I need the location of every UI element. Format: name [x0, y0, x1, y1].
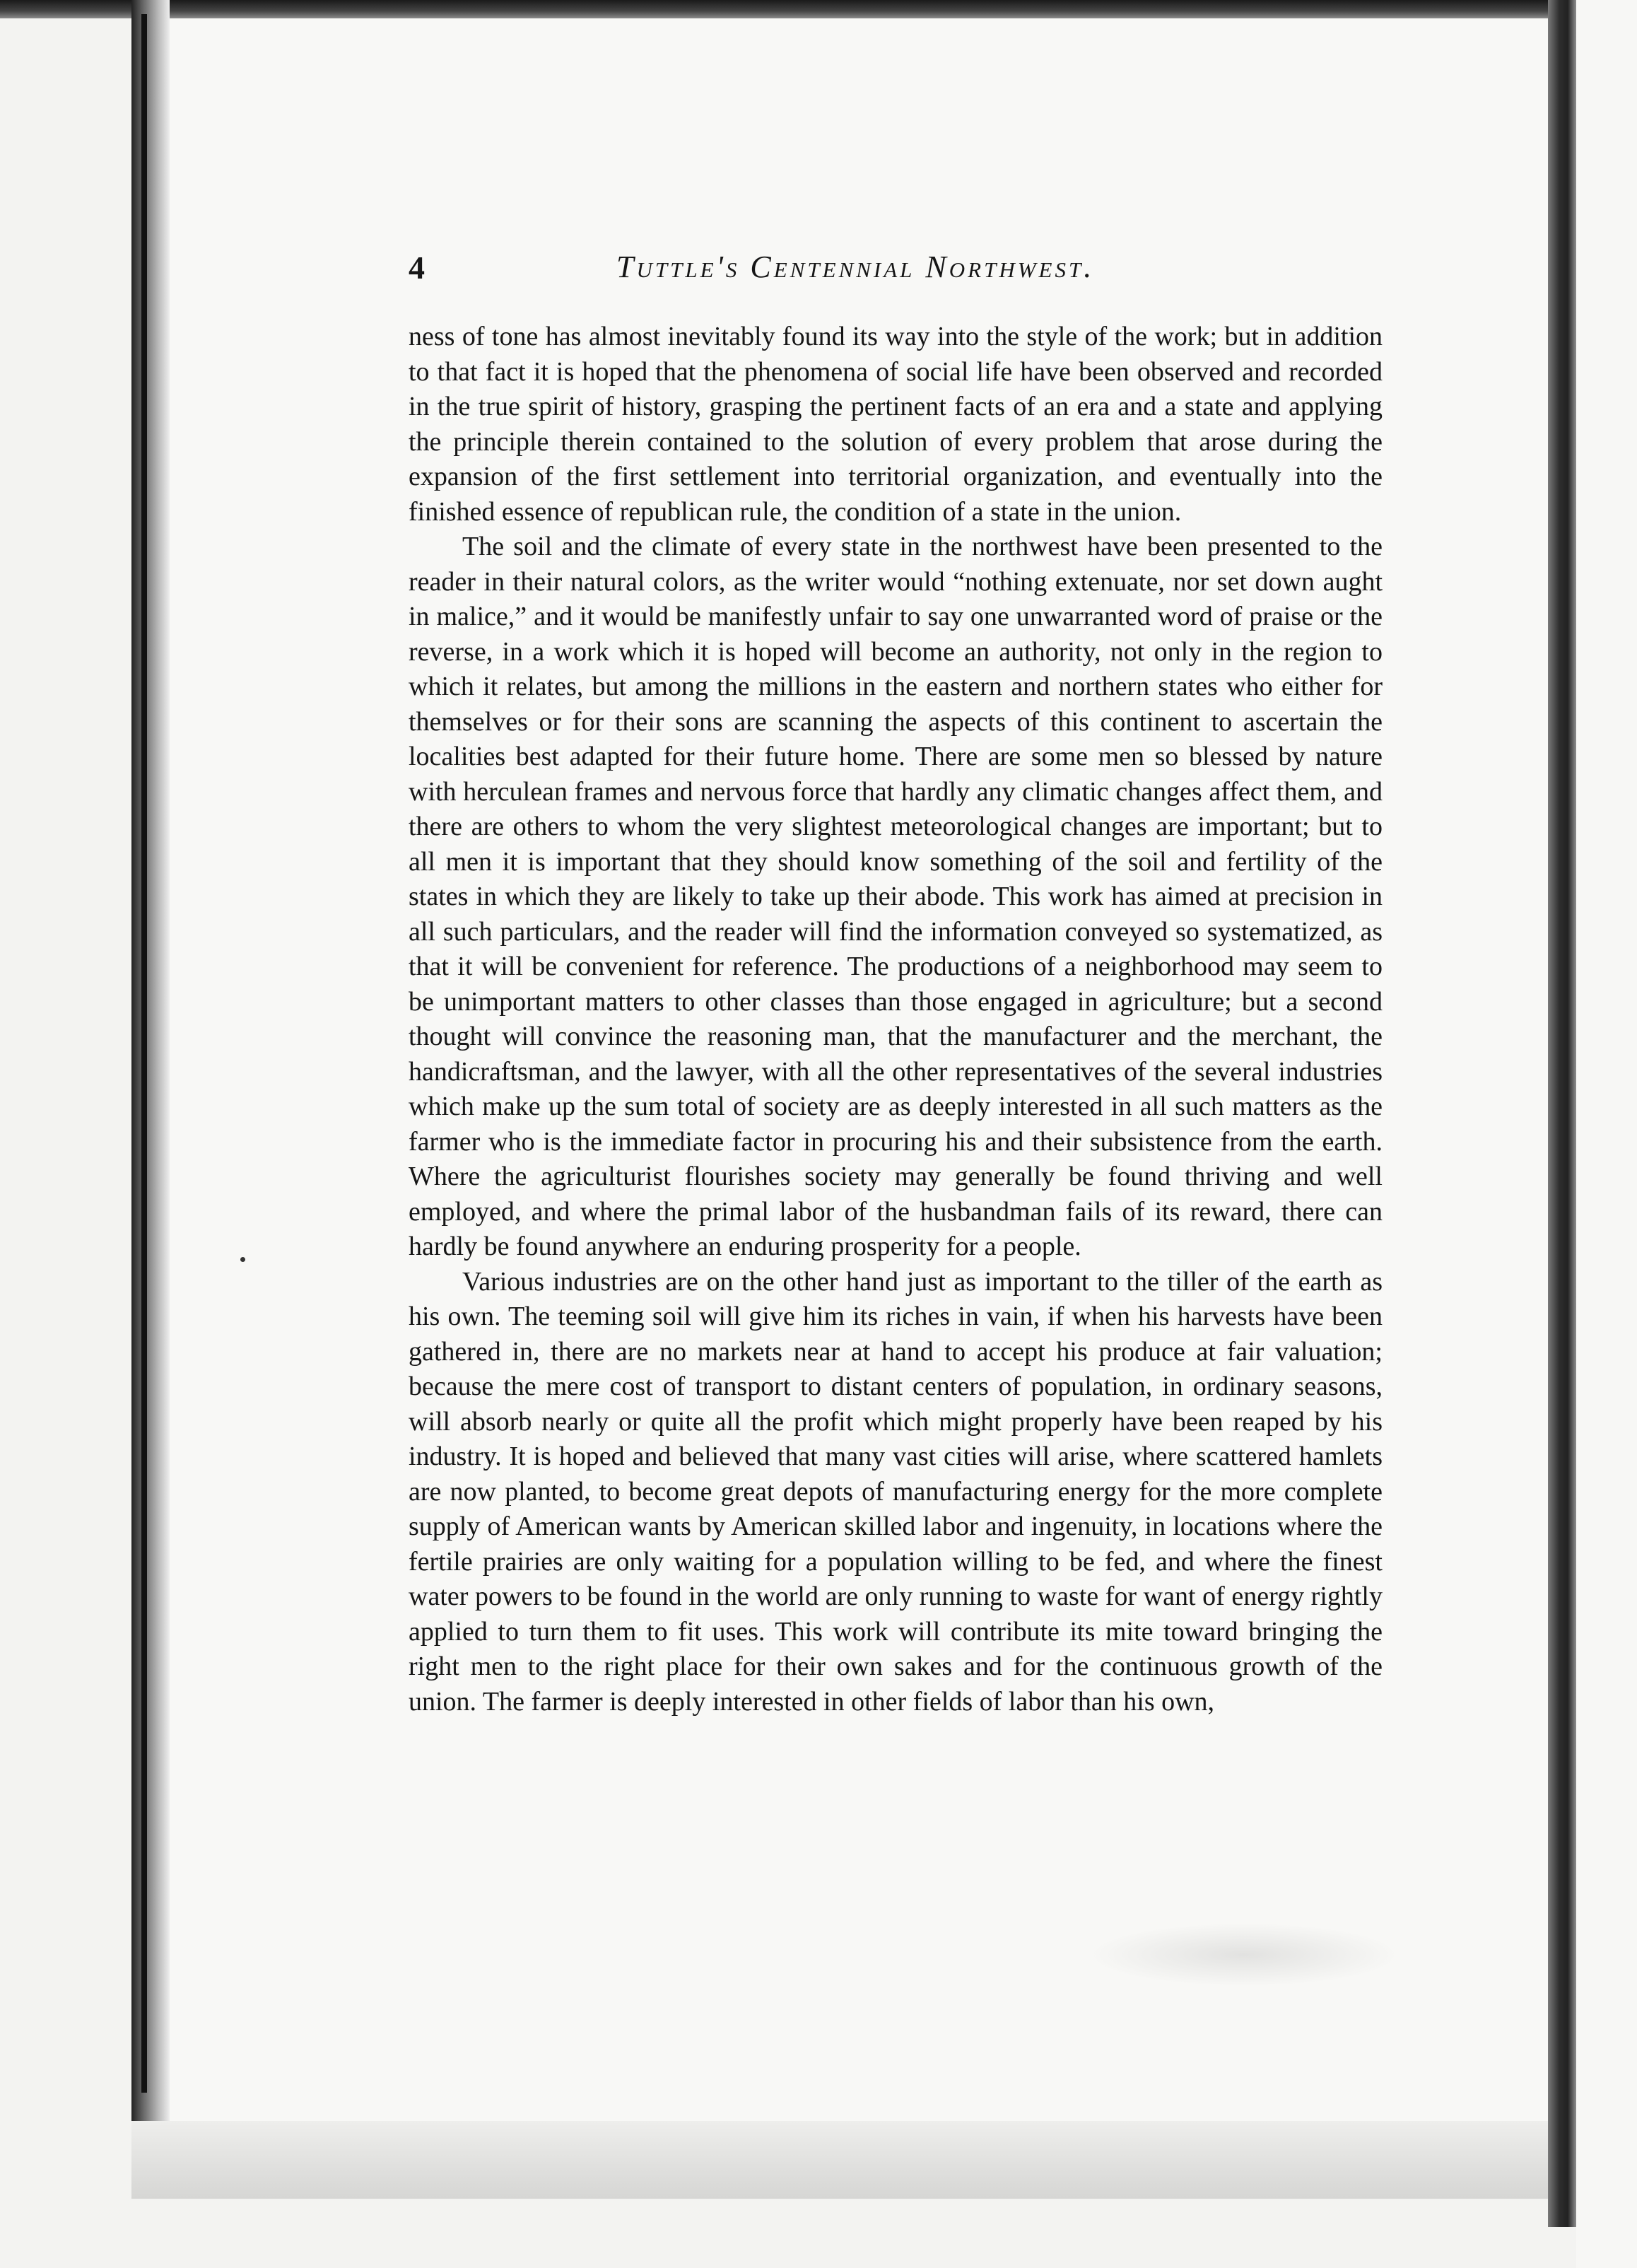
page-left-edge-shadow: [141, 14, 147, 2093]
page-right-edge: [1548, 0, 1576, 2227]
paragraph-2: The soil and the climate of every state in the northwest have been presented to the reader in their natural colors, as the writer would “nothing extenuate, nor set down aught in malice,” and it would be manifestly unfair to say one unwarranted word of praise or the reverse, in a work which it is hoped will become an authority, not only in the region to which it relates, but among the millions in the eastern and northern states who either for themselves or for their sons are scanning the aspects of this continent to ascertain the localities best adapted for their future home. There are some men so blessed by nature with herculean frames and nervous force that hardly any climatic changes affect them, and there are others to whom the very slightest meteorological changes are important; but to all men it is important that they should know something of the soil and fertility of the states in which they are likely to take up their abode. This work has aimed at precision in all such particulars, and the reader will find the information conveyed so systematized, as that it will be convenient for reference. The productions of a neighborhood may seem to be unimportant matters to other classes than those engaged in agriculture; but a second thought will convince the reasoning man, that the manufacturer and the merchant, the handicraftsman, and the lawyer, with all the other representatives of the several industries which make up the sum total of society are as deeply interested in all such matters as the farmer who is the immediate factor in procuring his and their subsistence from the earth. Where the agriculturist flourishes society may generally be found thriving and well employed, and where the primal labor of the husbandman fails of its reward, there can hardly be found anywhere an enduring prosperity for a people.: [409, 532, 1383, 1261]
body-text: [409, 320, 1383, 1719]
scan-top-border: [0, 0, 1637, 18]
stray-ink-mark: [240, 1257, 245, 1262]
page-bottom-shadow: [131, 2121, 1576, 2199]
page-number: 4: [409, 250, 425, 286]
paragraph-1: ness of tone has almost inevitably found its way into the style of the work; but in addition to that fact it is hoped that the phenomena of social life have been observed and recorded in the true spirit of history, grasping the pertinent facts of an era and a state and applying the principle therein contained to the solution of every problem that arose during the expansion of the first settlement into territorial organization, and eventually into the finished essence of republican rule, the condition of a state in the union.: [409, 322, 1383, 527]
page-left-edge: [131, 0, 170, 2149]
running-title: Tuttle's Centennial Northwest.: [616, 250, 1095, 284]
page-header: [409, 249, 1455, 298]
paragraph-3: Various industries are on the other hand just as important to the tiller of the earth as his own. The teeming soil will give him its riches in vain, if when his harvests have been gathered in, there are no markets near at hand to accept his produce at fair valuation; because the mere cost of transport to distant centers of population, in ordinary seasons, will absorb nearly or quite all the profit which might properly have been reaped by his industry. It is hoped and believed that many vast cities will arise, where scattered hamlets are now planted, to become great depots of manufacturing energy for the more complete supply of American wants by American skilled labor and ingenuity, in locations where the fertile prairies are only waiting for a population willing to be fed, and where the finest water powers to be found in the world are only running to waste for want of energy rightly applied to turn them to fit uses. This work will contribute its mite toward bringing the right men to the right place for their own sakes and for the continuous growth of the union. The farmer is deeply interested in other fields of labor than his own,: [409, 1266, 1383, 1717]
adjacent-page-strip: [1576, 0, 1637, 2268]
bleed-through-smudge: [1089, 1923, 1400, 1987]
